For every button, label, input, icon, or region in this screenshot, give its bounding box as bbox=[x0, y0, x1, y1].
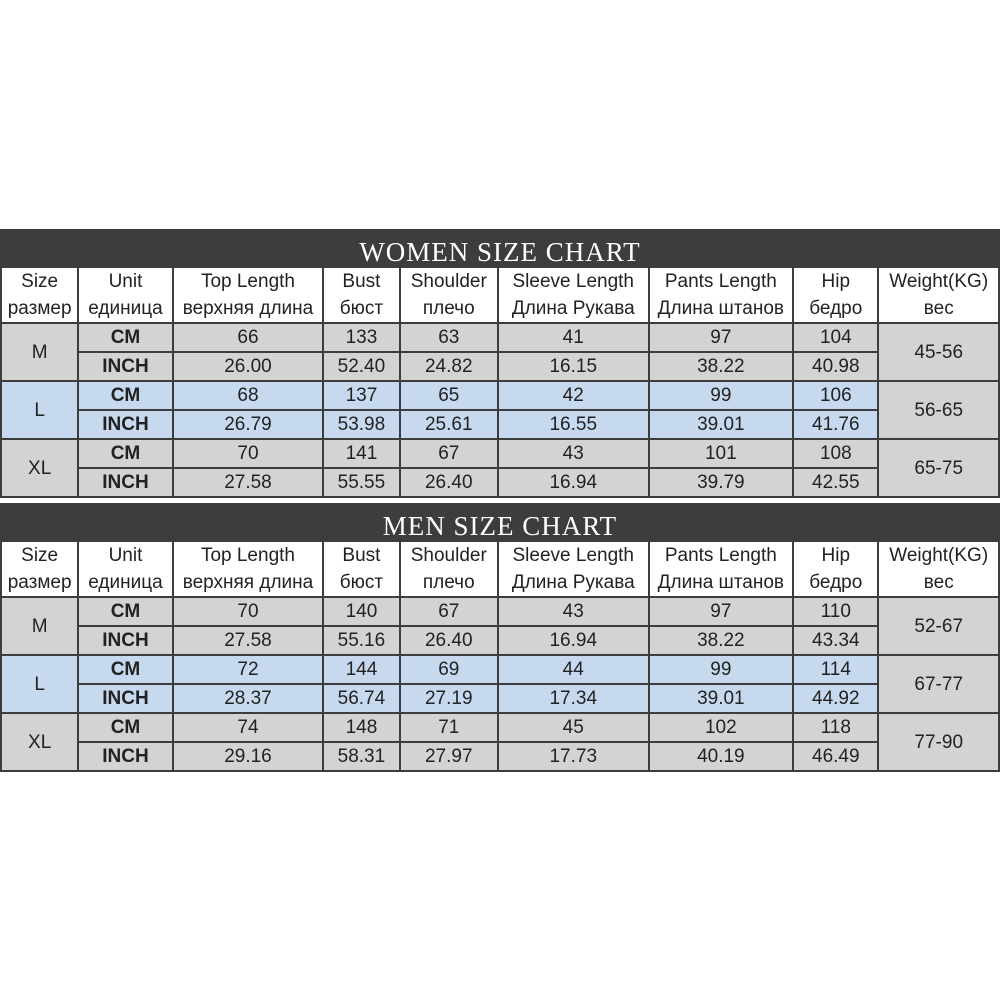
table-row bbox=[2, 440, 998, 467]
measurement-cell: 140 bbox=[324, 598, 398, 625]
column-header bbox=[499, 268, 648, 322]
header-label-en: Unit bbox=[108, 545, 143, 566]
table-row bbox=[2, 598, 998, 625]
table-row bbox=[2, 743, 998, 770]
measurement-cell: 58.31 bbox=[324, 743, 398, 770]
column-header bbox=[174, 268, 323, 322]
unit-cell: INCH bbox=[79, 685, 171, 712]
measurement-cell: 69 bbox=[401, 656, 497, 683]
measurement-cell: 26.79 bbox=[174, 411, 323, 438]
header-label-en: Shoulder bbox=[410, 271, 487, 292]
column-header bbox=[879, 268, 998, 322]
measurement-cell: 17.34 bbox=[499, 685, 648, 712]
measurement-cell: 144 bbox=[324, 656, 398, 683]
measurement-cell: 41.76 bbox=[794, 411, 877, 438]
header-label-ru: Длина штанов bbox=[657, 298, 785, 319]
header-label-en: Unit bbox=[108, 271, 143, 292]
measurement-cell: 16.94 bbox=[499, 627, 648, 654]
measurement-cell: 56.74 bbox=[324, 685, 398, 712]
header-label-en: Bust bbox=[342, 545, 381, 566]
measurement-cell: 65 bbox=[401, 382, 497, 409]
unit-cell: CM bbox=[79, 440, 171, 467]
size-cell: L bbox=[2, 382, 77, 438]
measurement-cell: 16.94 bbox=[499, 469, 648, 496]
table-row bbox=[2, 353, 998, 380]
women-chart-title: WOMEN SIZE CHART bbox=[359, 237, 641, 267]
weight-cell: 77-90 bbox=[879, 714, 998, 770]
measurement-cell: 71 bbox=[401, 714, 497, 741]
header-label-en: Hip bbox=[821, 545, 851, 566]
measurement-cell: 45 bbox=[499, 714, 648, 741]
column-header bbox=[401, 268, 497, 322]
measurement-cell: 118 bbox=[794, 714, 877, 741]
header-label-en: Sleeve Length bbox=[512, 271, 634, 292]
measurement-cell: 133 bbox=[324, 324, 398, 351]
size-cell: L bbox=[2, 656, 77, 712]
header-label-ru: верхняя длина bbox=[182, 298, 314, 319]
column-header bbox=[324, 268, 398, 322]
measurement-cell: 110 bbox=[794, 598, 877, 625]
weight-cell: 56-65 bbox=[879, 382, 998, 438]
measurement-cell: 17.73 bbox=[499, 743, 648, 770]
measurement-cell: 27.58 bbox=[174, 627, 323, 654]
measurement-cell: 39.01 bbox=[650, 411, 793, 438]
size-cell: XL bbox=[2, 440, 77, 496]
unit-cell: INCH bbox=[79, 469, 171, 496]
women-size-table bbox=[0, 266, 1000, 498]
header-label-ru: Длина штанов bbox=[657, 572, 785, 593]
column-header bbox=[650, 542, 793, 596]
unit-cell: CM bbox=[79, 656, 171, 683]
header-label-en: Size bbox=[21, 271, 59, 292]
measurement-cell: 43 bbox=[499, 598, 648, 625]
unit-cell: CM bbox=[79, 714, 171, 741]
measurement-cell: 40.98 bbox=[794, 353, 877, 380]
unit-cell: INCH bbox=[79, 743, 171, 770]
measurement-cell: 52.40 bbox=[324, 353, 398, 380]
header-label-ru: Длина Рукава bbox=[511, 298, 635, 319]
measurement-cell: 108 bbox=[794, 440, 877, 467]
measurement-cell: 74 bbox=[174, 714, 323, 741]
measurement-cell: 101 bbox=[650, 440, 793, 467]
header-label-ru: верхняя длина bbox=[182, 572, 314, 593]
measurement-cell: 39.79 bbox=[650, 469, 793, 496]
measurement-cell: 39.01 bbox=[650, 685, 793, 712]
column-header bbox=[324, 542, 398, 596]
measurement-cell: 70 bbox=[174, 440, 323, 467]
table-row bbox=[2, 411, 998, 438]
header-label-ru: единица bbox=[88, 298, 163, 319]
header-label-en: Bust bbox=[342, 271, 381, 292]
unit-cell: CM bbox=[79, 324, 171, 351]
measurement-cell: 43.34 bbox=[794, 627, 877, 654]
measurement-cell: 26.00 bbox=[174, 353, 323, 380]
measurement-cell: 24.82 bbox=[401, 353, 497, 380]
weight-cell: 52-67 bbox=[879, 598, 998, 654]
size-cell: XL bbox=[2, 714, 77, 770]
measurement-cell: 55.55 bbox=[324, 469, 398, 496]
measurement-cell: 44 bbox=[499, 656, 648, 683]
header-label-ru: бедро bbox=[809, 572, 863, 593]
header-label-ru: вес bbox=[923, 572, 954, 593]
unit-cell: CM bbox=[79, 382, 171, 409]
header-label-en: Top Length bbox=[200, 271, 295, 292]
weight-cell: 65-75 bbox=[879, 440, 998, 496]
men-size-table bbox=[0, 540, 1000, 772]
table-row bbox=[2, 685, 998, 712]
header-label-en: Sleeve Length bbox=[512, 545, 634, 566]
measurement-cell: 38.22 bbox=[650, 627, 793, 654]
unit-cell: INCH bbox=[79, 627, 171, 654]
header-label-ru: бюст bbox=[339, 572, 384, 593]
measurement-cell: 26.40 bbox=[401, 627, 497, 654]
measurement-cell: 66 bbox=[174, 324, 323, 351]
measurement-cell: 41 bbox=[499, 324, 648, 351]
table-row bbox=[2, 627, 998, 654]
table-row bbox=[2, 324, 998, 351]
table-row bbox=[2, 469, 998, 496]
column-header bbox=[794, 542, 877, 596]
table-row bbox=[2, 656, 998, 683]
table-row bbox=[2, 714, 998, 741]
size-cell: M bbox=[2, 324, 77, 380]
measurement-cell: 141 bbox=[324, 440, 398, 467]
header-label-ru: бедро bbox=[809, 298, 863, 319]
header-label-en: Hip bbox=[821, 271, 851, 292]
measurement-cell: 27.58 bbox=[174, 469, 323, 496]
measurement-cell: 25.61 bbox=[401, 411, 497, 438]
measurement-cell: 114 bbox=[794, 656, 877, 683]
measurement-cell: 99 bbox=[650, 656, 793, 683]
unit-cell: INCH bbox=[79, 353, 171, 380]
measurement-cell: 63 bbox=[401, 324, 497, 351]
header-label-en: Pants Length bbox=[664, 545, 777, 566]
column-header bbox=[650, 268, 793, 322]
men-size-chart bbox=[0, 503, 1000, 772]
measurement-cell: 42.55 bbox=[794, 469, 877, 496]
measurement-cell: 46.49 bbox=[794, 743, 877, 770]
header-label-ru: Длина Рукава bbox=[511, 572, 635, 593]
measurement-cell: 97 bbox=[650, 324, 793, 351]
measurement-cell: 38.22 bbox=[650, 353, 793, 380]
measurement-cell: 43 bbox=[499, 440, 648, 467]
header-label-ru: бюст bbox=[339, 298, 384, 319]
measurement-cell: 67 bbox=[401, 440, 497, 467]
column-header bbox=[79, 268, 171, 322]
measurement-cell: 28.37 bbox=[174, 685, 323, 712]
measurement-cell: 16.55 bbox=[499, 411, 648, 438]
column-header bbox=[2, 542, 77, 596]
header-row bbox=[2, 542, 998, 596]
measurement-cell: 148 bbox=[324, 714, 398, 741]
measurement-cell: 106 bbox=[794, 382, 877, 409]
header-label-en: Shoulder bbox=[410, 545, 487, 566]
header-label-en: Pants Length bbox=[664, 271, 777, 292]
weight-cell: 67-77 bbox=[879, 656, 998, 712]
measurement-cell: 104 bbox=[794, 324, 877, 351]
measurement-cell: 42 bbox=[499, 382, 648, 409]
men-chart-title: MEN SIZE CHART bbox=[382, 511, 618, 541]
header-label-en: Weight(KG) bbox=[889, 271, 989, 292]
measurement-cell: 29.16 bbox=[174, 743, 323, 770]
measurement-cell: 16.15 bbox=[499, 353, 648, 380]
measurement-cell: 72 bbox=[174, 656, 323, 683]
column-header bbox=[174, 542, 323, 596]
women-size-chart bbox=[0, 229, 1000, 498]
column-header bbox=[79, 542, 171, 596]
table-row bbox=[2, 382, 998, 409]
measurement-cell: 27.19 bbox=[401, 685, 497, 712]
measurement-cell: 137 bbox=[324, 382, 398, 409]
measurement-cell: 102 bbox=[650, 714, 793, 741]
header-label-en: Size bbox=[21, 545, 59, 566]
header-label-ru: плечо bbox=[422, 572, 475, 593]
unit-cell: CM bbox=[79, 598, 171, 625]
measurement-cell: 27.97 bbox=[401, 743, 497, 770]
measurement-cell: 99 bbox=[650, 382, 793, 409]
measurement-cell: 70 bbox=[174, 598, 323, 625]
measurement-cell: 44.92 bbox=[794, 685, 877, 712]
header-row bbox=[2, 268, 998, 322]
weight-cell: 45-56 bbox=[879, 324, 998, 380]
measurement-cell: 68 bbox=[174, 382, 323, 409]
measurement-cell: 26.40 bbox=[401, 469, 497, 496]
header-label-en: Weight(KG) bbox=[889, 545, 989, 566]
measurement-cell: 53.98 bbox=[324, 411, 398, 438]
column-header bbox=[794, 268, 877, 322]
header-label-ru: размер bbox=[7, 298, 72, 319]
column-header bbox=[401, 542, 497, 596]
column-header bbox=[2, 268, 77, 322]
measurement-cell: 55.16 bbox=[324, 627, 398, 654]
size-cell: M bbox=[2, 598, 77, 654]
measurement-cell: 67 bbox=[401, 598, 497, 625]
measurement-cell: 40.19 bbox=[650, 743, 793, 770]
measurement-cell: 97 bbox=[650, 598, 793, 625]
header-label-ru: вес bbox=[923, 298, 954, 319]
unit-cell: INCH bbox=[79, 411, 171, 438]
header-label-ru: единица bbox=[88, 572, 163, 593]
header-label-ru: размер bbox=[7, 572, 72, 593]
header-label-en: Top Length bbox=[200, 545, 295, 566]
column-header bbox=[879, 542, 998, 596]
column-header bbox=[499, 542, 648, 596]
header-label-ru: плечо bbox=[422, 298, 475, 319]
